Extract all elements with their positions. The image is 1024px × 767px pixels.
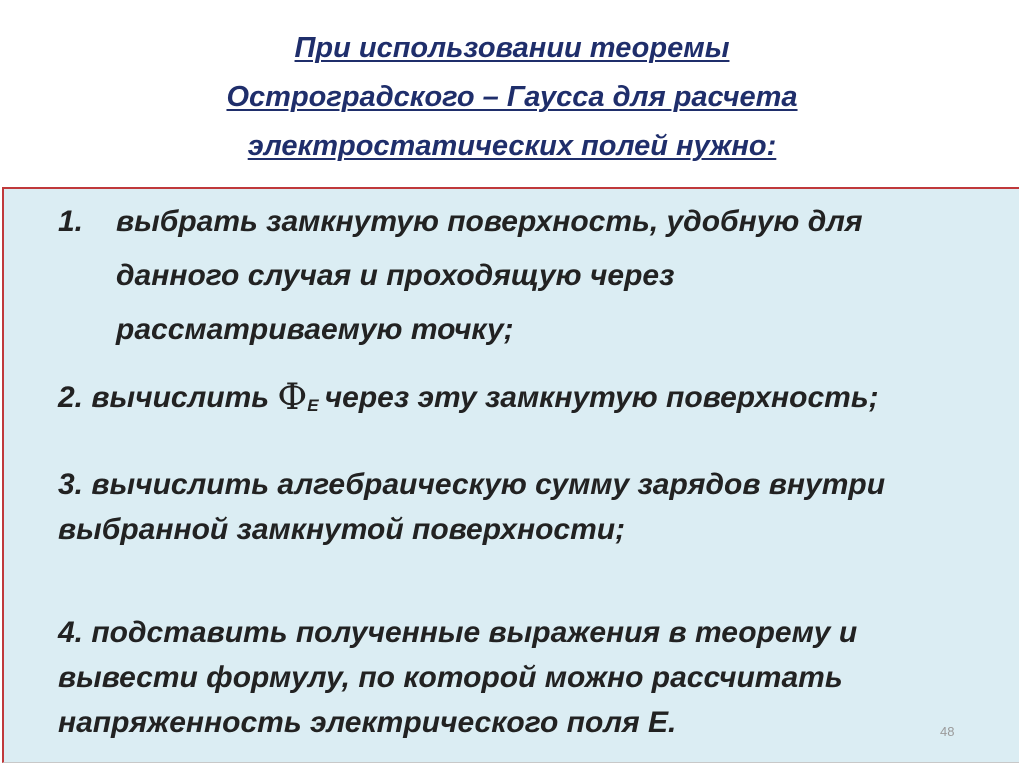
list-item-2-suffix: через эту замкнутую поверхность; <box>324 381 879 414</box>
title-line-2: Остроградского – Гаусса для расчета <box>226 81 798 113</box>
flux-subscript: E <box>307 396 319 415</box>
slide-title <box>0 24 1024 171</box>
flux-symbol: Ф <box>277 377 308 418</box>
list-item-2-prefix: 2. вычислить <box>58 381 278 414</box>
list-item-3 <box>58 462 1018 552</box>
title-line-3: электростатических полей нужно: <box>247 130 777 162</box>
list-item-4-line-2: вывести формулу, по которой можно рассчитать <box>58 661 843 694</box>
list-item-1-line-2: данного случая и проходящую через <box>116 259 675 292</box>
list-item-1-text <box>116 195 996 357</box>
list-item-4-line-1: 4. подставить полученные выражения в теорему и <box>58 616 858 649</box>
list-item-1-line-3: рассматриваемую точку; <box>116 313 514 346</box>
list-item-3-line-1: 3. вычислить алгебраическую сумму зарядов внутри <box>58 468 886 501</box>
list-item-1-number: 1. <box>58 205 84 238</box>
page-number: 48 <box>940 724 955 739</box>
title-line-1: При использовании теоремы <box>294 32 730 64</box>
list-item-2 <box>58 376 1018 428</box>
list-item-1-line-1: выбрать замкнутую поверхность, удобную для <box>116 205 863 238</box>
list-item-3-line-2: выбранной замкнутой поверхности; <box>58 513 626 546</box>
list-item-4-line-3: напряженность электрического поля Е. <box>58 706 677 739</box>
list-item-4 <box>58 610 1018 745</box>
